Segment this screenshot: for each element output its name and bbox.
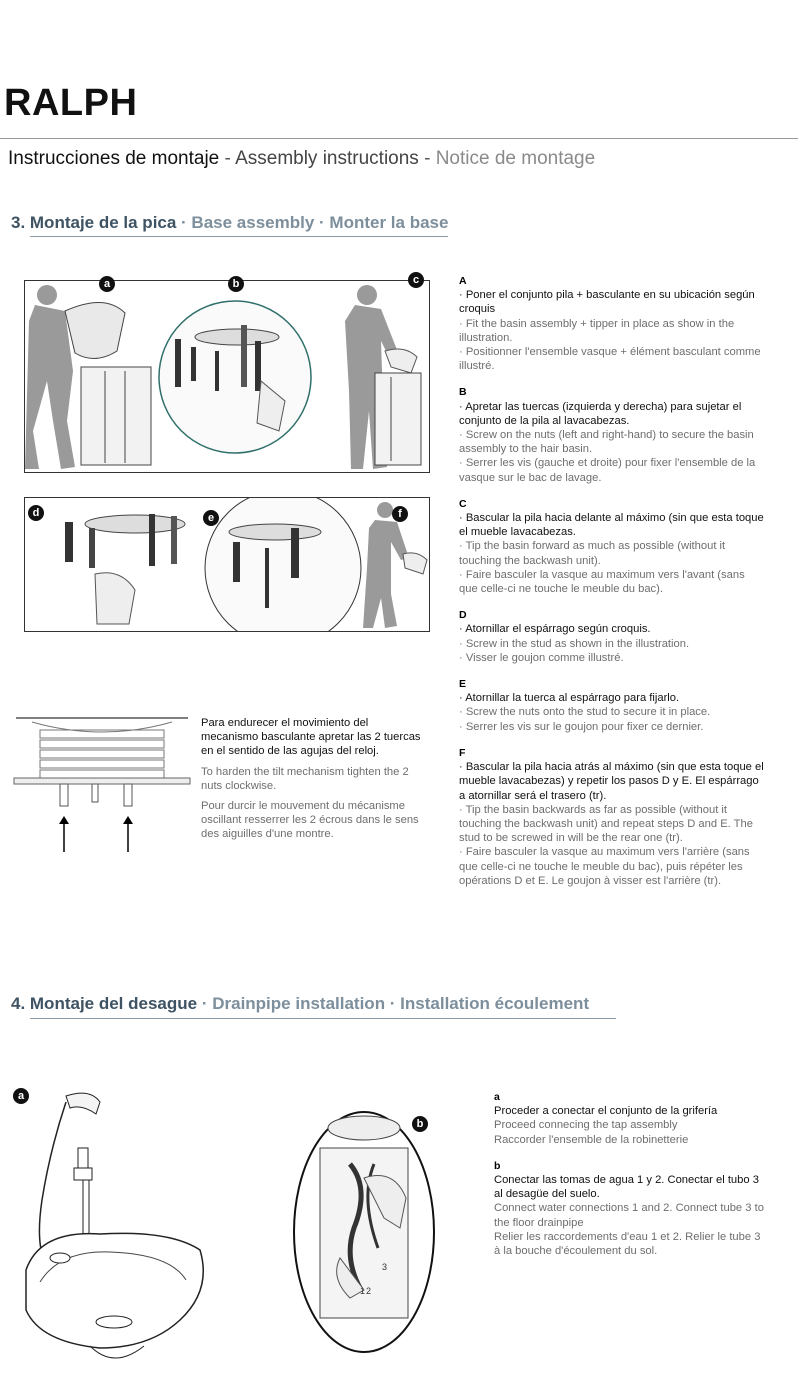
step-text-es: · Poner el conjunto pila + basculante en su ubicación según croquis — [459, 289, 755, 316]
drain-step-label: a — [494, 1091, 500, 1103]
step-text-es: · Bascular la pila hacia delante al máximo (sin que esta toque el mueble lavacabezas. — [459, 512, 764, 539]
step-text-en: · Screw on the nuts (left and right-hand) to secure the basin assembly to the hair basin. — [459, 429, 754, 456]
subtitle-es: Instrucciones de montaje — [8, 148, 220, 169]
section-4-title-translations: · Drainpipe installation · Installation écoulement — [197, 994, 590, 1013]
brand-title: RALPH — [4, 82, 138, 124]
drain-step-text-es: Proceder a conectar el conjunto de la grifería — [494, 1105, 718, 1118]
drain-step-text-en: Connect water connections 1 and 2. Connect tube 3 to the floor drainpipe — [494, 1202, 764, 1229]
assembly-figure-def — [24, 497, 430, 632]
drain-step-label: b — [494, 1159, 501, 1172]
section-3-underline — [30, 236, 448, 237]
assembly-steps — [459, 274, 765, 900]
step-text-fr: · Positionner l'ensemble vasque + élément basculant comme illustré. — [459, 346, 761, 373]
step-text-fr: · Visser le goujon comme illustré. — [459, 651, 624, 664]
step-text-fr: · Faire basculer la vasque au maximum vers l'avant (sans que celle-ci ne touche le meuble du bac). — [459, 568, 745, 596]
step-text-fr: · Serrer les vis sur le goujon pour fixer ce dernier. — [459, 720, 704, 733]
tube-number-2: 2 — [366, 1286, 372, 1296]
step-text-es: · Apretar las tuercas (izquierda y derecha) para sujetar el conjunto de la pila al lavacabezas. — [459, 400, 742, 427]
tube-number-1: 1 — [360, 1286, 366, 1296]
drain-badge-a: a — [13, 1088, 29, 1104]
figure-badge-e: e — [203, 510, 219, 526]
drain-steps — [494, 1090, 764, 1270]
section-4-title — [11, 994, 589, 1014]
step-text-es: · Bascular la pila hacia atrás al máximo (sin que esta toque el mueble lavacabezas) y repetir los pasos D y E. El espárrago a atornillar será el trasero (tr). — [459, 761, 764, 802]
step-label: C — [459, 497, 467, 510]
drain-step-text-es: Conectar las tomas de agua 1 y 2. Conectar el tubo 3 al desagüe del suelo. — [494, 1174, 759, 1201]
step-label: F — [459, 746, 466, 759]
step-label: E — [459, 678, 467, 691]
section-3-title — [11, 213, 448, 233]
drain-step-text-fr: Relier les raccordements d'eau 1 et 2. Relier le tube 3 à la bouche d'écoulement du sol. — [494, 1230, 761, 1258]
drain-badge-b: b — [412, 1116, 428, 1132]
mechanism-text-en: To harden the tilt mechanism tighten the 2 nuts clockwise. — [201, 765, 409, 792]
figure-badge-b: b — [228, 276, 244, 292]
drain-step-a — [494, 1090, 764, 1147]
water-connections-illustration — [290, 1108, 440, 1356]
step-text-en: · Fit the basin assembly + tipper in place as show in the illustration. — [459, 317, 735, 344]
tilt-mechanism-illustration — [12, 712, 192, 854]
tilt-mechanism-drawing — [12, 712, 192, 854]
drain-step-text-fr: Raccorder l'ensemble de la robinetterie — [494, 1133, 689, 1146]
figure-badge-c: c — [408, 272, 424, 288]
assembly-illustration-abc — [25, 281, 429, 472]
step-d — [459, 608, 765, 665]
mechanism-text-es: Para endurecer el movimiento del mecanismo basculante apretar las 2 tuercas en el sentido de las agujas del reloj. — [201, 717, 421, 758]
subtitle-separator: - — [219, 148, 236, 169]
assembly-figure-abc — [24, 280, 430, 473]
tap-assembly-drawing — [20, 1090, 240, 1382]
step-label: D — [459, 609, 467, 622]
assembly-illustration-def — [25, 498, 429, 631]
drain-step-b — [494, 1159, 764, 1258]
step-e — [459, 677, 765, 734]
mechanism-text-fr: Pour durcir le mouvement du mécanisme oscillant resserrer les 2 écrous dans le sens des aiguilles d'une montre. — [201, 800, 419, 841]
figure-badge-a: a — [99, 276, 115, 292]
step-text-es: · Atornillar el espárrago según croquis. — [459, 623, 651, 636]
section-4-underline — [30, 1018, 616, 1019]
step-text-fr: · Serrer les vis (gauche et droite) pour fixer l'ensemble de la vasque sur le bac de lavage. — [459, 457, 756, 484]
tap-assembly-illustration — [20, 1090, 240, 1382]
step-a — [459, 274, 765, 373]
subtitle-separator-2: - — [418, 148, 436, 169]
subtitle-en: Assembly instructions — [235, 148, 419, 169]
step-b — [459, 385, 765, 484]
header-divider — [0, 138, 798, 139]
figure-badge-f: f — [392, 506, 408, 522]
step-text-en: · Tip the basin backwards as far as possible (without it touching the backwash unit) and repeat steps D and E. The stud to be screwed in will be the rear one (tr). — [459, 803, 753, 845]
step-label: B — [459, 386, 467, 399]
step-label: A — [459, 275, 467, 287]
section-3-title-translations: · Base assembly · Monter la base — [176, 213, 449, 232]
section-3-title-es: 3. Montaje de la pica — [11, 213, 177, 232]
step-f — [459, 746, 765, 888]
document-subtitle — [8, 148, 595, 170]
water-connections-drawing — [290, 1108, 440, 1356]
subtitle-fr: Notice de montage — [435, 148, 596, 169]
tilt-mechanism-instructions — [201, 716, 421, 848]
step-text-en: · Screw the nuts onto the stud to secure it in place. — [459, 706, 711, 719]
step-text-es: · Atornillar la tuerca al espárrago para fijarlo. — [459, 692, 680, 705]
step-text-en: · Tip the basin forward as much as possible (without it touching the backwash unit). — [459, 540, 726, 567]
tube-number-3: 3 — [382, 1262, 388, 1272]
step-text-en: · Screw in the stud as shown in the illustration. — [459, 637, 690, 650]
drain-step-text-en: Proceed connecing the tap assembly — [494, 1119, 678, 1132]
figure-badge-d: d — [28, 505, 44, 521]
section-4-title-es: 4. Montaje del desague — [11, 994, 198, 1013]
step-c — [459, 497, 765, 596]
step-text-fr: · Faire basculer la vasque au maximum vers l'arrière (sans que celle-ci ne touche le meuble du bac), puis répéter les opérations D et E. Le goujon à visser est l'arrière (tr). — [459, 846, 750, 887]
